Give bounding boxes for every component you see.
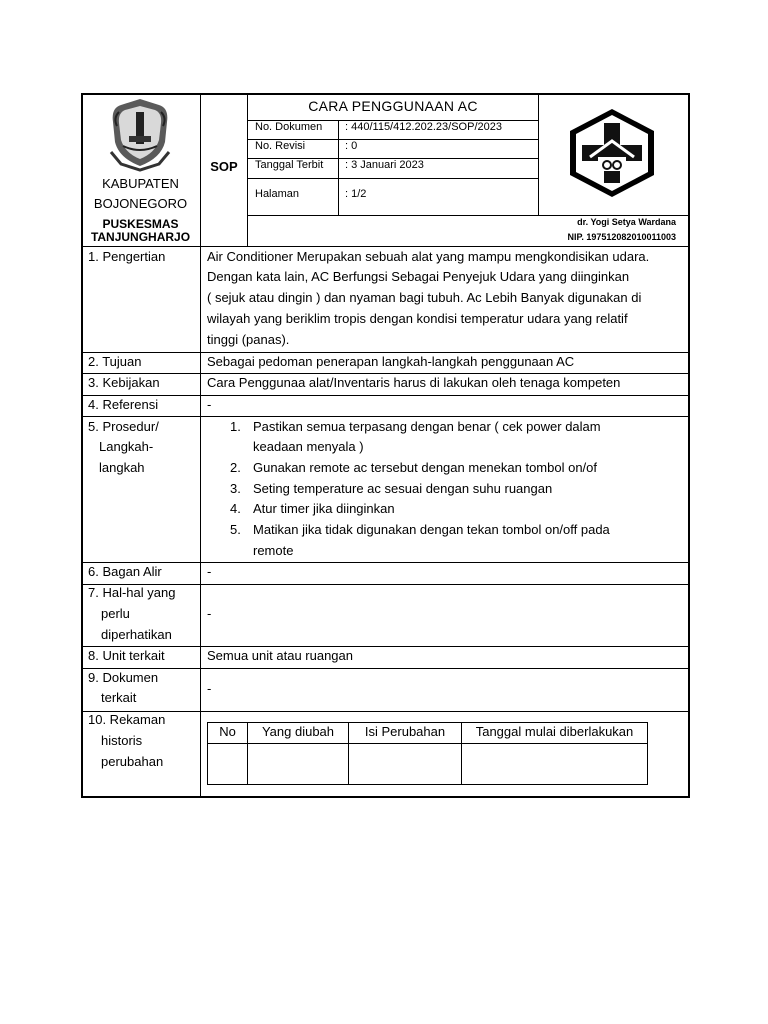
district-emblem-icon	[107, 96, 173, 172]
table-header-isi-perubahan: Isi Perubahan	[364, 724, 446, 739]
meta-label-halaman: Halaman	[255, 188, 300, 200]
label-hal-hal: perlu	[101, 606, 130, 621]
label-pengertian: 1. Pengertian	[88, 249, 166, 264]
logo-divider	[538, 93, 539, 215]
table-header-tanggal: Tanggal mulai diberlakukan	[475, 724, 634, 739]
step-number: 2.	[230, 460, 241, 475]
pengertian-line: Dengan kata lain, AC Berfungsi Sebagai Penyejuk Udara yang diinginkan	[207, 269, 630, 284]
row-line	[81, 562, 690, 563]
sop-document	[81, 93, 690, 798]
label-bagan-alir: 6. Bagan Alir	[88, 564, 162, 579]
label-kebijakan: 3. Kebijakan	[88, 375, 160, 390]
document-title: CARA PENGGUNAAN AC	[308, 98, 478, 114]
label-rekaman: perubahan	[101, 754, 164, 769]
puskesmas-line-2: TANJUNGHARJO	[90, 230, 191, 244]
hal-hal-text: -	[207, 606, 212, 621]
step-text: Pastikan semua terpasang dengan benar ( cek power dalam	[253, 419, 601, 434]
border-bottom	[81, 796, 690, 798]
step-number: 5.	[230, 522, 241, 537]
label-tujuan: 2. Tujuan	[88, 354, 142, 369]
district-line-2: BOJONEGORO	[93, 196, 188, 211]
kebijakan-text: Cara Penggunaa alat/Inventaris harus di lakukan oleh tenaga kompeten	[207, 375, 621, 390]
puskesmas-line-1: PUSKESMAS	[102, 217, 179, 231]
label-prosedur: 5. Prosedur/	[88, 419, 159, 434]
step-text: Gunakan remote ac tersebut dengan menekan tombol on/of	[253, 460, 597, 475]
puskesmas-logo-icon	[564, 107, 660, 199]
step-text: Matikan jika tidak digunakan dengan tekan tombol on/off pada	[253, 522, 610, 537]
step-text: keadaan menyala )	[253, 439, 364, 454]
border-right	[688, 93, 690, 798]
row-line	[81, 711, 690, 712]
label-prosedur: langkah	[99, 460, 145, 475]
label-dokumen-terkait: 9. Dokumen	[88, 670, 159, 685]
sop-divider	[247, 93, 248, 246]
border-top	[81, 93, 690, 95]
label-referensi: 4. Referensi	[88, 397, 159, 412]
signer-name: dr. Yogi Setya Wardana	[577, 217, 676, 227]
row-line	[81, 395, 690, 396]
label-dokumen-terkait: terkait	[101, 690, 137, 705]
unit-terkait-text: Semua unit atau ruangan	[207, 648, 353, 663]
meta-value-no-dokumen: : 440/115/412.202.23/SOP/2023	[345, 121, 502, 133]
row-line	[81, 668, 690, 669]
dokumen-terkait-text: -	[207, 681, 212, 696]
table-header-no: No	[219, 724, 236, 739]
step-text: Seting temperature ac sesuai dengan suhu ruangan	[253, 481, 553, 496]
signer-nip: NIP. 197512082010011003	[567, 232, 676, 242]
row-line	[81, 646, 690, 647]
table-header-line	[208, 743, 647, 744]
step-number: 3.	[230, 481, 241, 496]
label-prosedur: Langkah-	[99, 439, 154, 454]
meta-value-halaman: : 1/2	[345, 188, 367, 200]
district-line-1: KABUPATEN	[102, 176, 179, 191]
meta-label-tanggal-terbit: Tanggal Terbit	[255, 159, 324, 171]
pengertian-line: wilayah yang beriklim tropis dengan kondisi temperatur udara yang relatif	[207, 311, 628, 326]
step-number: 4.	[230, 501, 241, 516]
meta-label-divider	[338, 121, 339, 215]
pengertian-line: tinggi (panas).	[207, 332, 290, 347]
label-rekaman: 10. Rekaman	[88, 712, 166, 727]
tujuan-text: Sebagai pedoman penerapan langkah-langkah penggunaan AC	[207, 354, 575, 369]
pengertian-line: Air Conditioner Merupakan sebuah alat yang mampu mengkondisikan udara.	[207, 249, 650, 264]
meta-label-no-revisi: No. Revisi	[255, 140, 306, 152]
meta-line-3	[248, 178, 538, 179]
meta-label-no-dokumen: No. Dokumen	[255, 121, 323, 133]
step-number: 1.	[230, 419, 241, 434]
label-rekaman: historis	[101, 733, 143, 748]
referensi-text: -	[207, 397, 212, 412]
bagan-alir-text: -	[207, 564, 212, 579]
column-divider	[200, 93, 201, 798]
meta-value-no-revisi: : 0	[345, 140, 358, 152]
pengertian-line: ( sejuk atau dingin ) dan nyaman bagi tubuh. Ac Lebih Banyak digunakan di	[207, 290, 642, 305]
label-hal-hal: diperhatikan	[101, 627, 172, 642]
meta-value-tanggal-terbit: : 3 Januari 2023	[345, 159, 424, 171]
label-hal-hal: 7. Hal-hal yang	[88, 585, 176, 600]
step-text: Atur timer jika diinginkan	[253, 501, 395, 516]
step-text: remote	[253, 543, 294, 558]
revision-history-table	[207, 722, 648, 785]
table-header-yang-diubah: Yang diubah	[261, 724, 335, 739]
label-unit-terkait: 8. Unit terkait	[88, 648, 165, 663]
sop-label: SOP	[210, 159, 238, 174]
